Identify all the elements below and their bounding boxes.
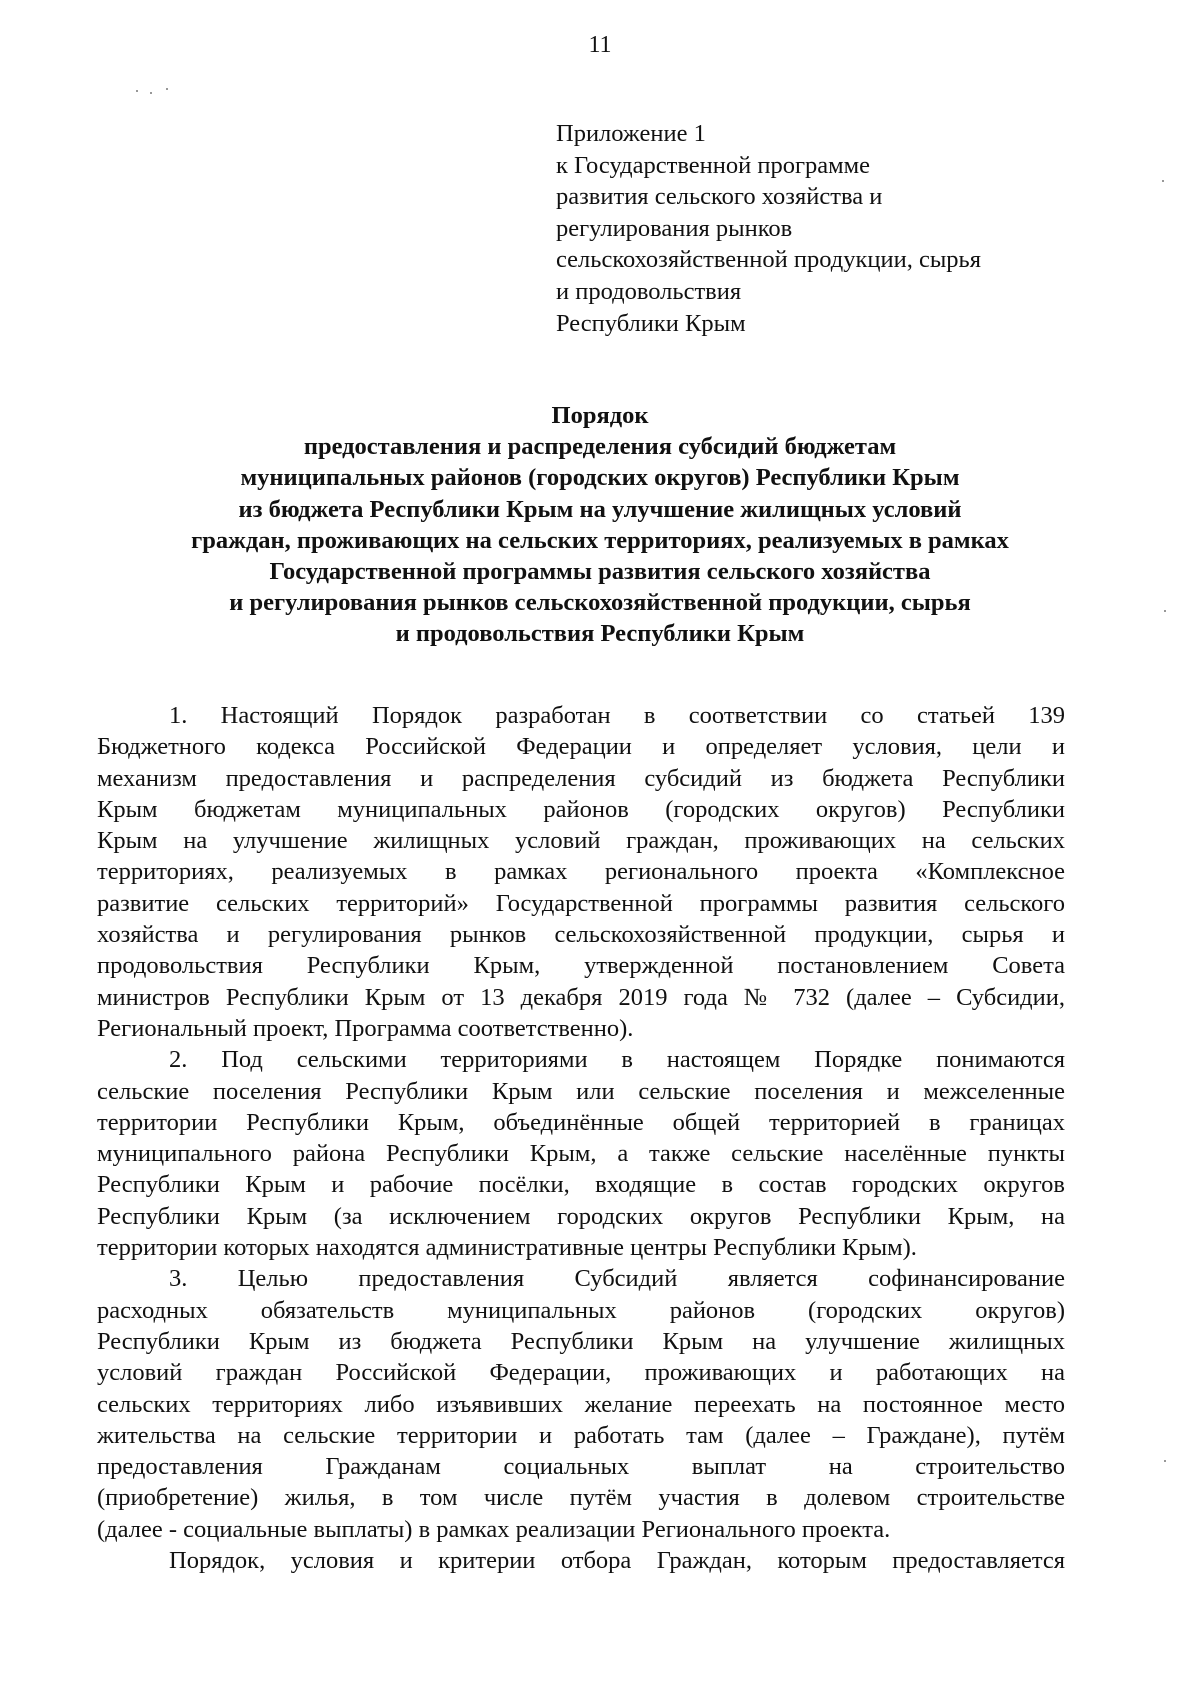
- appendix-line: Приложение 1: [556, 120, 706, 147]
- title-line: предоставления и распределения субсидий бюджетам: [303, 433, 897, 461]
- paragraph-4: [97, 1545, 1065, 1576]
- paragraph-1: [97, 700, 1065, 1044]
- appendix-line: Республики Крым: [556, 309, 746, 337]
- title-line: и регулирования рынков сельскохозяйственной продукции, сырья: [229, 589, 971, 617]
- scan-speck: [1164, 610, 1166, 612]
- paragraph-line: Региональный проект, Программа соответственно).: [97, 1014, 634, 1042]
- appendix-line: и продовольствия: [556, 277, 742, 305]
- paragraph-line: (далее - социальные выплаты) в рамках реализации Регионального проекта.: [97, 1515, 891, 1543]
- paragraph-line: 1. Настоящий Порядок разработан в соответствии со статьей 139: [169, 702, 1065, 729]
- paragraph-line: министров Республики Крым от 13 декабря 2019 года № 732 (далее – Субсидии,: [97, 983, 1065, 1011]
- paragraph-line: Бюджетного кодекса Российской Федерации и определяет условия, цели и: [97, 733, 1065, 761]
- title-line: из бюджета Республики Крым на улучшение жилищных условий: [238, 495, 962, 523]
- paragraph-line: сельских территориях либо изъявивших желание переехать на постоянное место: [97, 1390, 1065, 1418]
- page-number: 11: [588, 32, 612, 58]
- paragraph-line: предоставления Гражданам социальных выплат на строительство: [97, 1453, 1065, 1481]
- scan-speck: [1164, 1460, 1166, 1462]
- title-line: Государственной программы развития сельского хозяйства: [269, 558, 931, 586]
- paragraph-line: механизм предоставления и распределения субсидий из бюджета Республики: [97, 764, 1065, 792]
- title-line: и продовольствия Республики Крым: [395, 620, 805, 648]
- paragraph-line: Республики Крым из бюджета Республики Крым на улучшение жилищных: [97, 1327, 1065, 1355]
- paragraph-line: условий граждан Российской Федерации, проживающих и работающих на: [97, 1359, 1065, 1387]
- title-line: Порядок: [551, 402, 649, 429]
- appendix-line: развития сельского хозяйства и: [556, 183, 883, 211]
- appendix-note: [556, 118, 1116, 339]
- paragraph-line: Крым бюджетам муниципальных районов (городских округов) Республики: [97, 795, 1065, 823]
- scan-speck: [166, 88, 168, 90]
- paragraph-line: развитие сельских территорий» Государственной программы развития сельского: [97, 889, 1065, 917]
- document-body: [97, 700, 1065, 1576]
- scan-speck: [1162, 180, 1164, 182]
- paragraph-line: хозяйства и регулирования рынков сельскохозяйственной продукции, сырья и: [97, 921, 1065, 949]
- scan-speck: [150, 92, 152, 94]
- paragraph-line: продовольствия Республики Крым, утвержденной постановлением Совета: [97, 952, 1065, 980]
- title-line: муниципальных районов (городских округов) Республики Крым: [240, 464, 960, 492]
- appendix-line: сельскохозяйственной продукции, сырья: [556, 246, 981, 274]
- document-title: [70, 400, 1130, 650]
- paragraph-line: сельские поселения Республики Крым или сельские поселения и межселенные: [97, 1077, 1065, 1105]
- appendix-line: к Государственной программе: [556, 151, 871, 179]
- paragraph-line: жительства на сельские территории и работать там (далее – Граждане), путём: [97, 1421, 1065, 1449]
- title-line: граждан, проживающих на сельских территориях, реализуемых в рамках: [191, 526, 1009, 554]
- paragraph-line: 2. Под сельскими территориями в настоящем Порядке понимаются: [169, 1046, 1065, 1074]
- paragraph-line: Республики Крым (за исключением городских округов Республики Крым, на: [97, 1202, 1065, 1230]
- paragraph-line: территории которых находятся административные центры Республики Крым).: [97, 1234, 917, 1262]
- paragraph-line: Крым на улучшение жилищных условий граждан, проживающих на сельских: [97, 827, 1065, 855]
- paragraph-line: территориях, реализуемых в рамках регионального проекта «Комплексное: [97, 858, 1065, 886]
- paragraph-2: [97, 1044, 1065, 1263]
- paragraph-line: территории Республики Крым, объединённые общей территорией в границах: [97, 1108, 1065, 1136]
- appendix-line: регулирования рынков: [556, 214, 793, 242]
- paragraph-line: расходных обязательств муниципальных районов (городских округов): [97, 1296, 1065, 1324]
- paragraph-line: Порядок, условия и критерии отбора Граждан, которым предоставляется: [169, 1547, 1065, 1575]
- paragraph-3: [97, 1263, 1065, 1545]
- paragraph-line: 3. Целью предоставления Субсидий является софинансирование: [169, 1265, 1065, 1293]
- paragraph-line: (приобретение) жилья, в том числе путём участия в долевом строительстве: [97, 1484, 1065, 1512]
- paragraph-line: муниципального района Республики Крым, а также сельские населённые пункты: [97, 1140, 1065, 1168]
- paragraph-line: Республики Крым и рабочие посёлки, входящие в состав городских округов: [97, 1171, 1065, 1199]
- scan-speck: [136, 90, 138, 92]
